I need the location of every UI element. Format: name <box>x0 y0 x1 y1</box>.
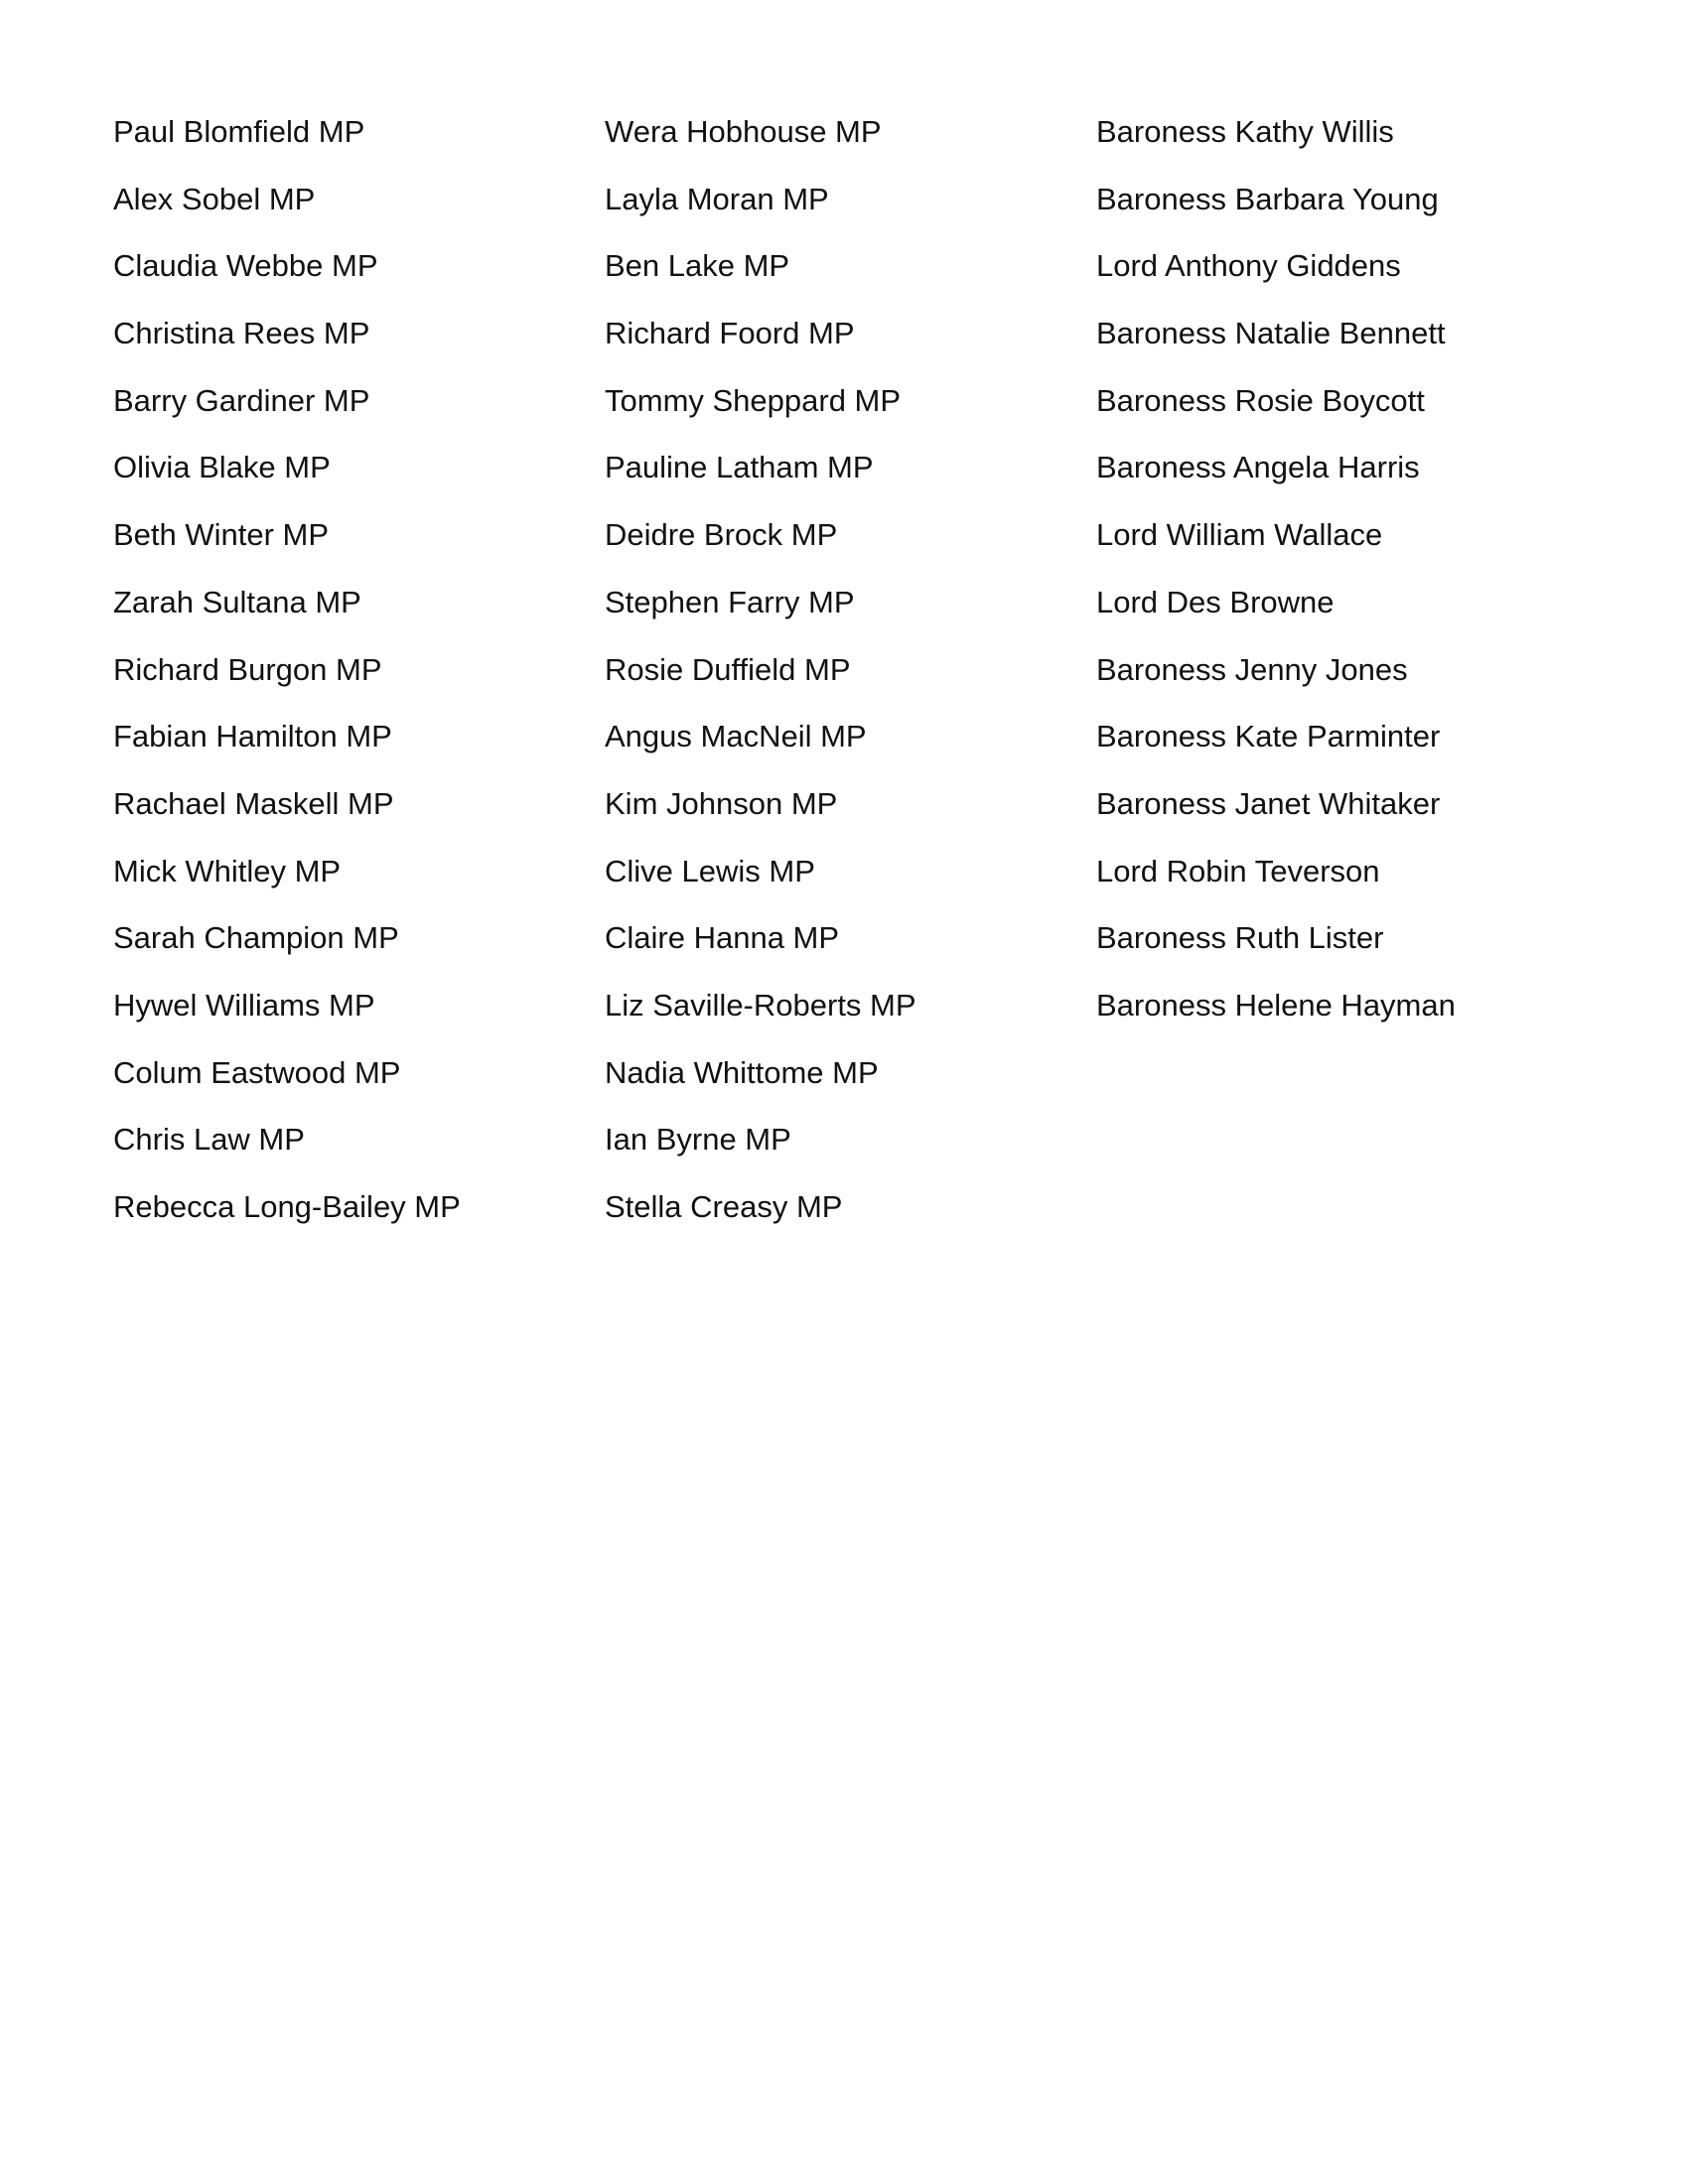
signatory-name: Baroness Ruth Lister <box>1096 920 1384 956</box>
signatory-name: Richard Foord MP <box>605 316 855 351</box>
signatory-name: Mick Whitley MP <box>113 853 342 888</box>
signatory-name: Ben Lake MP <box>605 248 790 284</box>
signatory-name: Claudia Webbe MP <box>113 248 378 284</box>
signatory-name: Deidre Brock MP <box>605 517 838 553</box>
signatory-name: Lord Anthony Giddens <box>1096 248 1401 284</box>
column-mps-2 <box>605 111 916 1254</box>
signatory-name: Barry Gardiner MP <box>113 382 370 418</box>
signatory-name: Zarah Sultana MP <box>113 584 361 619</box>
signatory-name: Kim Johnson MP <box>605 785 838 821</box>
signatory-name: Liz Saville-Roberts MP <box>605 987 916 1023</box>
column-peers <box>1096 111 1456 1052</box>
signatory-name: Richard Burgon MP <box>113 651 382 687</box>
signatory-name: Layla Moran MP <box>605 181 829 216</box>
signatory-name: Christina Rees MP <box>113 316 370 351</box>
signatory-name: Baroness Rosie Boycott <box>1096 382 1425 418</box>
signatory-name: Angus MacNeil MP <box>605 719 867 754</box>
signatory-name: Beth Winter MP <box>113 517 330 553</box>
signatory-name: Paul Blomfield MP <box>113 114 365 149</box>
signatory-name: Olivia Blake MP <box>113 450 331 485</box>
signatory-name: Lord Des Browne <box>1096 584 1335 619</box>
signatory-name: Ian Byrne MP <box>605 1122 791 1158</box>
signatory-name: Stephen Farry MP <box>605 584 855 619</box>
signatory-name: Pauline Latham MP <box>605 450 874 485</box>
signatory-name: Baroness Jenny Jones <box>1096 651 1408 687</box>
signatory-name: Rebecca Long-Bailey MP <box>113 1189 461 1224</box>
signatory-name: Hywel Williams MP <box>113 987 375 1023</box>
signatory-name: Baroness Angela Harris <box>1096 450 1420 485</box>
signatory-name: Clive Lewis MP <box>605 853 815 888</box>
signatory-name: Baroness Kathy Willis <box>1096 114 1394 149</box>
signatory-name: Baroness Barbara Young <box>1096 181 1439 216</box>
signatory-name: Lord Robin Teverson <box>1096 853 1380 888</box>
signatory-name: Colum Eastwood MP <box>113 1054 401 1090</box>
signatory-name: Wera Hobhouse MP <box>605 114 882 149</box>
signatory-name: Baroness Helene Hayman <box>1096 987 1456 1023</box>
signatory-name: Nadia Whittome MP <box>605 1054 879 1090</box>
signatory-name: Claire Hanna MP <box>605 920 840 956</box>
signatory-name: Sarah Champion MP <box>113 920 399 956</box>
signatory-name: Rosie Duffield MP <box>605 651 851 687</box>
column-mps-1 <box>113 111 461 1254</box>
signatory-name: Lord William Wallace <box>1096 517 1383 553</box>
signatory-name: Stella Creasy MP <box>605 1189 843 1224</box>
signatory-name: Tommy Sheppard MP <box>605 382 902 418</box>
signatory-name: Chris Law MP <box>113 1122 305 1158</box>
signatory-name: Fabian Hamilton MP <box>113 719 392 754</box>
signatory-name: Baroness Kate Parminter <box>1096 719 1441 754</box>
signatory-name: Baroness Natalie Bennett <box>1096 316 1446 351</box>
signatory-name: Alex Sobel MP <box>113 181 316 216</box>
signatory-name: Rachael Maskell MP <box>113 785 394 821</box>
signatory-name: Baroness Janet Whitaker <box>1096 785 1441 821</box>
